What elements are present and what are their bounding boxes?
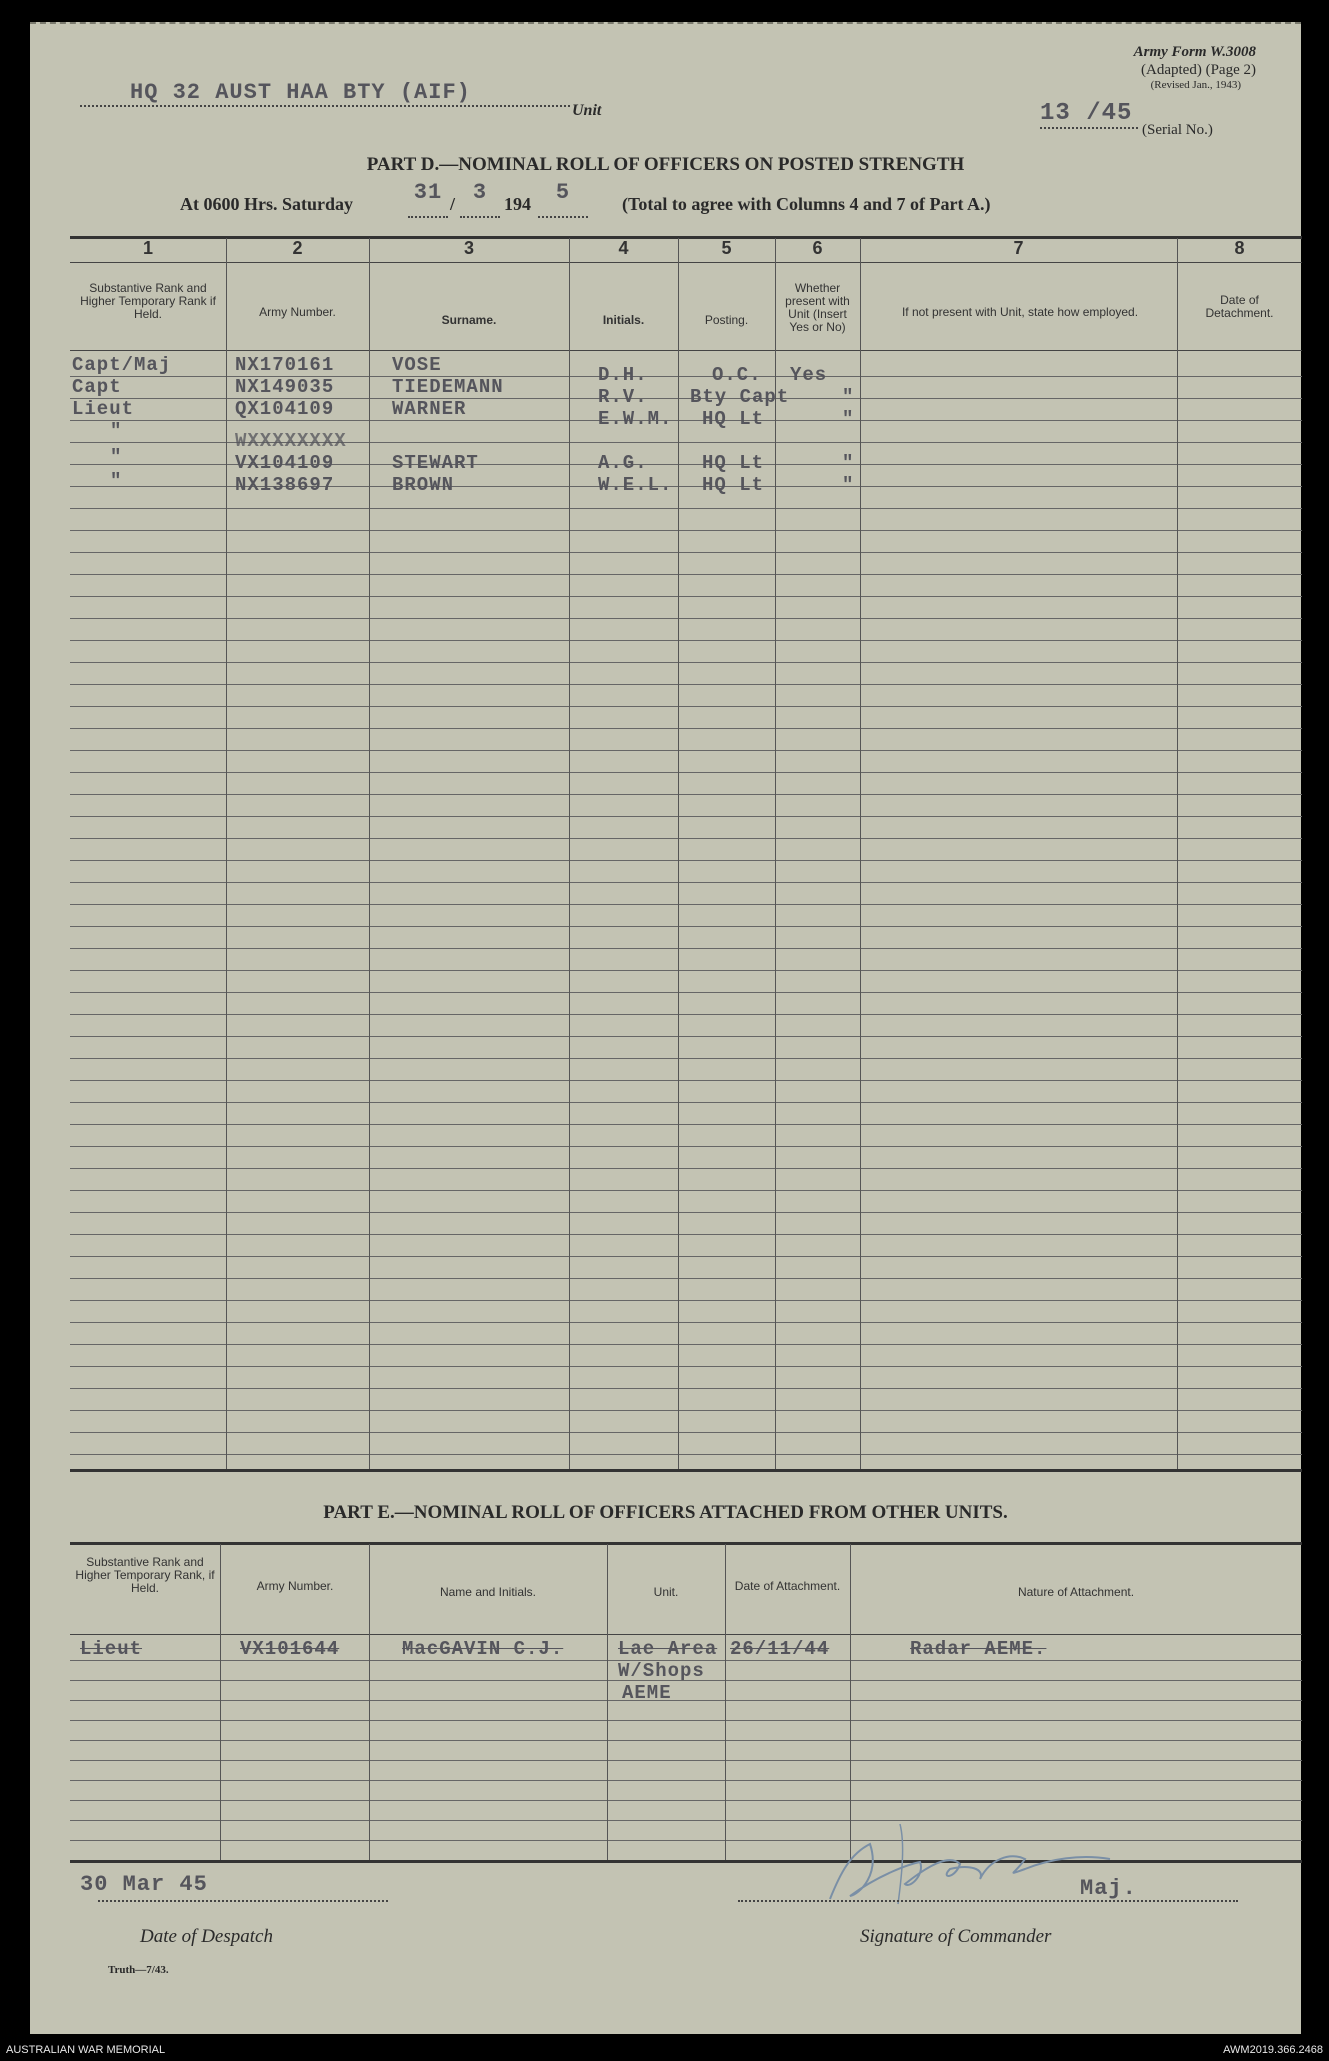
ruled-line xyxy=(70,1700,1302,1701)
ruled-line xyxy=(70,640,1302,641)
signature-label: Signature of Commander xyxy=(860,1926,1052,1947)
ruled-line xyxy=(70,772,1302,773)
header-army-number: Army Number. xyxy=(259,305,336,319)
unit-label: Unit xyxy=(572,102,602,119)
col-number: 8 xyxy=(1234,238,1245,258)
army-form-label: Army Form W.3008 xyxy=(1133,44,1256,60)
d-row-number: NX149035 xyxy=(235,376,335,398)
d-row-number: NX138697 xyxy=(235,474,335,496)
e-header-rank: Substantive Rank and Higher Temporary Rank, if Held. xyxy=(75,1555,215,1595)
archive-left: AUSTRALIAN WAR MEMORIAL xyxy=(6,2044,166,2056)
ruled-line xyxy=(70,926,1302,927)
adapted-label: (Adapted) (Page 2) xyxy=(1141,62,1256,78)
year-prefix: 194 xyxy=(504,194,531,214)
header-initials: Initials. xyxy=(602,313,645,327)
ruled-line xyxy=(70,1740,1302,1741)
d-row-posting: HQ Lt xyxy=(702,452,765,474)
ruled-line xyxy=(70,596,1302,597)
ruled-line xyxy=(70,1410,1302,1411)
date-day: 31 xyxy=(408,180,448,218)
d-row-posting: O.C. xyxy=(712,364,762,386)
col-number: 3 xyxy=(463,238,474,258)
e-header-name: Name and Initials. xyxy=(439,1585,537,1599)
ruled-line xyxy=(70,1388,1302,1389)
d-row-rank: Capt/Maj xyxy=(72,354,172,376)
d-row-surname: VOSE xyxy=(392,354,442,376)
d-row-surname: WARNER xyxy=(392,398,467,420)
header-posting: Posting. xyxy=(704,313,749,327)
date-month: 3 xyxy=(460,180,500,218)
e-header-unit: Unit. xyxy=(653,1585,679,1599)
ruled-line xyxy=(70,1366,1302,1367)
d-row-present: Yes xyxy=(790,364,828,386)
ruled-line xyxy=(70,948,1302,949)
ruled-line xyxy=(70,1036,1302,1037)
d-row-surname: TIEDEMANN xyxy=(392,376,504,398)
part-e-title: PART E.—NOMINAL ROLL OF OFFICERS ATTACHED FROM OTHER UNITS. xyxy=(323,1502,1008,1523)
col-divider xyxy=(860,238,861,1469)
col-number: 7 xyxy=(1013,238,1024,258)
despatch-date: 30 Mar 45 xyxy=(80,1872,208,1897)
ruled-line xyxy=(70,662,1302,663)
ruled-line xyxy=(70,1720,1302,1721)
part-e-top-rule xyxy=(70,1542,1302,1545)
at-label: At 0600 Hrs. Saturday xyxy=(180,194,354,214)
col-number: 4 xyxy=(618,238,629,258)
e-header-nature: Nature of Attachment. xyxy=(1017,1585,1135,1599)
d-row-surname: BROWN xyxy=(392,474,455,496)
col-number: 5 xyxy=(721,238,732,258)
ruled-line xyxy=(70,882,1302,883)
ruled-line xyxy=(70,530,1302,531)
ruled-line xyxy=(70,728,1302,729)
revised-label: (Revised Jan., 1943) xyxy=(1150,79,1241,91)
e-header-army-number: Army Number. xyxy=(256,1579,334,1593)
ruled-line xyxy=(70,1344,1302,1345)
ruled-line xyxy=(70,1080,1302,1081)
ruled-line xyxy=(70,420,1302,421)
ruled-line xyxy=(70,1190,1302,1191)
part-e-header-rule xyxy=(70,1634,1302,1635)
col-number: 1 xyxy=(142,238,153,258)
d-row-initials: D.H. xyxy=(598,364,648,386)
d-row-initials: E.W.M. xyxy=(598,408,673,430)
ruled-line xyxy=(70,1300,1302,1301)
ruled-line xyxy=(70,508,1302,509)
d-row-rank: Lieut xyxy=(72,398,135,420)
ruled-line xyxy=(70,992,1302,993)
d-row-rank: Capt xyxy=(72,376,122,398)
ruled-line xyxy=(70,618,1302,619)
part-d-title: PART D.—NOMINAL ROLL OF OFFICERS ON POSTED STRENGTH xyxy=(366,154,965,175)
ruled-line xyxy=(70,684,1302,685)
ruled-line xyxy=(70,1124,1302,1125)
d-row-posting: Bty Capt xyxy=(690,386,790,408)
d-row-initials: R.V. xyxy=(598,386,648,408)
ruled-line xyxy=(70,1146,1302,1147)
d-row-rank: " xyxy=(110,470,123,492)
col-divider xyxy=(369,238,370,1469)
col-number: 6 xyxy=(812,238,823,258)
e-row-unit-line: W/Shops xyxy=(618,1660,705,1682)
col-divider xyxy=(569,238,570,1469)
d-row-present: " xyxy=(842,452,855,474)
part-d-bottom-rule xyxy=(70,1469,1302,1472)
despatch-line xyxy=(98,1900,388,1902)
d-row-present: " xyxy=(842,474,855,496)
e-row-nature: Radar AEME. xyxy=(910,1638,1047,1660)
e-row-name: MacGAVIN C.J. xyxy=(402,1638,564,1660)
year-suffix: 5 xyxy=(538,180,588,218)
col-divider xyxy=(775,238,776,1469)
ruled-line xyxy=(70,1800,1302,1801)
d-row-initials: A.G. xyxy=(598,452,648,474)
commander-rank: Maj. xyxy=(1080,1876,1137,1901)
ruled-line xyxy=(70,552,1302,553)
d-row-present: " xyxy=(842,386,855,408)
ruled-line xyxy=(70,816,1302,817)
d-row-number: QX104109 xyxy=(235,398,335,420)
ruled-line xyxy=(70,750,1302,751)
ruled-line xyxy=(70,1780,1302,1781)
date-sep: / xyxy=(450,194,456,214)
d-row-initials: W.E.L. xyxy=(598,474,673,496)
printer-mark: Truth—7/43. xyxy=(108,1964,169,1976)
e-row-unit-line: Lae Area xyxy=(618,1638,718,1660)
col-divider xyxy=(725,1544,726,1860)
d-row-posting: HQ Lt xyxy=(702,408,765,430)
serial-label: (Serial No.) xyxy=(1142,122,1213,138)
ruled-line xyxy=(70,706,1302,707)
archive-footer xyxy=(0,2040,1329,2061)
header-present: Whether present with Unit (Insert Yes or No) xyxy=(785,281,850,334)
e-header-date: Date of Attachment. xyxy=(734,1579,841,1593)
e-row-number: VX101644 xyxy=(240,1638,340,1660)
form-page xyxy=(30,22,1301,2034)
col-divider xyxy=(678,238,679,1469)
d-row-number: VX104109 xyxy=(235,452,335,474)
ruled-line xyxy=(70,574,1302,575)
e-row-rank: Lieut xyxy=(80,1638,143,1660)
signature-line xyxy=(738,1900,1238,1902)
ruled-line xyxy=(70,1058,1302,1059)
d-row-present: " xyxy=(842,408,855,430)
col-divider xyxy=(226,238,227,1469)
e-row-date: 26/11/44 xyxy=(730,1638,830,1660)
ruled-line xyxy=(70,1014,1302,1015)
e-row-unit-line: AEME xyxy=(622,1682,672,1704)
col-divider xyxy=(1177,238,1178,1469)
d-row-surname: STEWART xyxy=(392,452,479,474)
ruled-line xyxy=(70,1760,1302,1761)
ruled-line xyxy=(70,1432,1302,1433)
total-note: (Total to agree with Columns 4 and 7 of Part A.) xyxy=(622,194,991,214)
unit-value: HQ 32 AUST HAA BTY (AIF) xyxy=(80,80,570,107)
despatch-label: Date of Despatch xyxy=(140,1926,273,1947)
ruled-line xyxy=(70,838,1302,839)
part-d-num-rule xyxy=(70,262,1302,263)
header-surname: Surname. xyxy=(441,313,497,327)
header-rank: Substantive Rank and Higher Temporary Rank if Held. xyxy=(80,281,216,321)
d-row-number-typo: WXXXXXXXX xyxy=(235,430,347,452)
ruled-line xyxy=(70,1234,1302,1235)
header-how-employed: If not present with Unit, state how employed. xyxy=(901,305,1139,319)
ruled-line xyxy=(70,860,1302,861)
ruled-line xyxy=(70,1102,1302,1103)
d-row-rank: " xyxy=(110,420,123,442)
col-divider xyxy=(220,1544,221,1860)
ruled-line xyxy=(70,1256,1302,1257)
archive-right: AWM2019.366.2468 xyxy=(1223,2044,1323,2056)
ruled-line xyxy=(70,970,1302,971)
d-row-posting: HQ Lt xyxy=(702,474,765,496)
ruled-line xyxy=(70,904,1302,905)
d-row-number: NX170161 xyxy=(235,354,335,376)
part-d-header-rule xyxy=(70,350,1302,351)
ruled-line xyxy=(70,1168,1302,1169)
header-detachment: Date of Detachment. xyxy=(1205,293,1274,320)
ruled-line xyxy=(70,1278,1302,1279)
d-row-rank: " xyxy=(110,446,123,468)
ruled-line xyxy=(70,1454,1302,1455)
serial-number: 13 /45 xyxy=(1040,100,1138,129)
ruled-line xyxy=(70,794,1302,795)
ruled-line xyxy=(70,1212,1302,1213)
col-number: 2 xyxy=(292,238,303,258)
ruled-line xyxy=(70,1322,1302,1323)
